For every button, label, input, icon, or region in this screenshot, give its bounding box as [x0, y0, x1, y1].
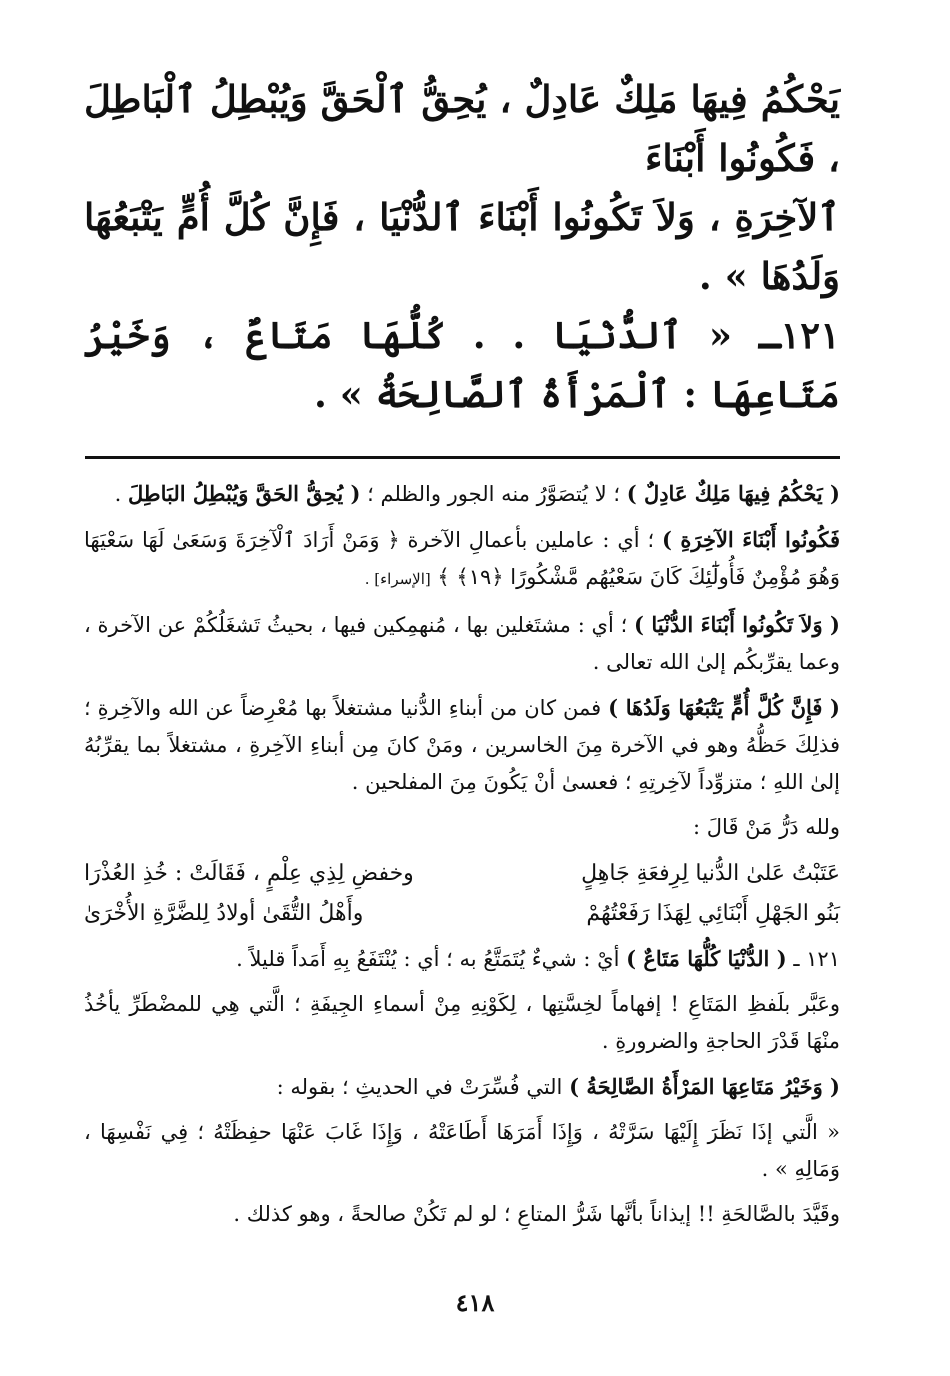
quoted-phrase: ( الدُّنْيَا كُلُّهَا مَتَاعٌ )	[626, 946, 787, 971]
poetry-verse-2	[84, 894, 840, 934]
verse-second-hemistich: وأَهْلُ التُّقَىٰ أولادُ لِلضَّرَّةِ الأُخْرَىٰ	[84, 901, 364, 926]
hadith-line-2: ٱلآخِرَةِ ، وَلاَ تَكُونُوا أَبْنَاءَ ٱلدُّنْيَا ، فَإِنَّ كُلَّ أُمٍّ يَتْبَعُهَا وَلَدُهَا » .	[84, 195, 840, 298]
footnote-divider	[85, 456, 840, 459]
commentary-paragraph-9: « الَّتي إذَا نَظَرَ إِلَيْهَا سَرَّتْهُ ، وَإِذَا أَمَرَهَا أَطَاعَتْهُ ، وَإِذَا غَابَ عَنْهَا حفِظَتْهُ ؛ فِي نَفْسِهَا ، وَمَالِهِ » .	[84, 1120, 840, 1181]
quoted-phrase: ( يَحْكُمُ فِيهَا مَلِكٌ عَادِلٌ )	[626, 481, 840, 506]
poetry-verse-1	[84, 854, 840, 894]
commentary-text: ؛ أي : عاملين بأعمالِ الآخرة ﴿ وَمَنْ أَرَادَ ٱلْآخِرَةَ وَسَعَىٰ لَهَا سَعْيَهَا وَهُوَ مُؤْمِنٌ فَأُولَٰٓئِكَ كَانَ سَعْيُهُم مَّشْكُورًا ﴿١٩﴾ ﴾	[84, 528, 840, 589]
commentary-text: ؛ أي : مشتَغلين بها ، مُنهمِكين فيها ، بحيثُ تَشغَلُكُمْ عن الآخرة ، وعما يقرِّبكُم إلىٰ الله تعالى .	[84, 613, 840, 674]
page-number: ٤١٨	[455, 1288, 495, 1317]
hadith-text	[84, 70, 840, 424]
quoted-phrase: ( يُحِقُّ الحَقَّ وَيُبْطِلُ البَاطِلَ	[128, 481, 361, 506]
commentary-text: فمن كان من أبناءِ الدُّنيا مشتغلاً بها مُعْرِضاً عن الله والآخِرةِ ؛ فذلِكَ حَظُّهُ وهو في الآخرة مِنَ الخاسرين ، ومَنْ كانَ مِن أبناءِ الآخِرةِ ، مشتغلاً بما يقرِّبُهُ إلىٰ اللهِ ؛ متزوِّداً لآخِرتِهِ ؛ فعسىٰ أنْ يَكُونَ مِنَ المفلحين .	[84, 696, 840, 794]
commentary-paragraph-7: وعَبَّر بلَفظِ المَتَاعِ ! إفهاماً لخِسَّتِها ، لِكَوْنِهِ مِنْ أسماءِ الجِيفَةِ ؛ الَّتي هِي للمضْطَرِّ يأخُذُ منْهَا قَدْرَ الحاجةِ والضرورةِ .	[84, 992, 840, 1053]
quoted-phrase: فَكُونُوا أَبْنَاءَ الآخِرَةِ )	[661, 527, 840, 552]
commentary-paragraph-2	[84, 521, 840, 598]
commentary-paragraph-10: وقَيَّدَ بالصَّالحَةِ !! إيذاناً بأنَّها شَرُّ المتاعِ ؛ لو لم تَكُنْ صالحةً ، وهو كذلك .	[233, 1202, 840, 1226]
commentary-text: التي فُسِّرَتْ في الحديثِ ؛ بقوله :	[276, 1075, 570, 1099]
quran-reference: [الإسراء] .	[364, 570, 431, 588]
hadith-number: ١٢١ ـ	[793, 947, 840, 971]
commentary-paragraph-4	[84, 689, 840, 801]
quoted-phrase: ( وَلاَ تَكُونُوا أَبْنَاءَ الدُّنْيَا )	[634, 612, 840, 637]
commentary-paragraph-1	[84, 475, 840, 513]
commentary-text: .	[114, 482, 128, 506]
commentary-paragraph-8	[84, 1068, 840, 1106]
hadith-line-1: يَحْكُمُ فِيهَا مَلِكٌ عَادِلٌ ، يُحِقُّ ٱلْحَقَّ وَيُبْطِلُ ٱلْبَاطِلَ ، فَكُونُوا أَبْنَاءَ	[84, 77, 840, 180]
poetry-verses	[84, 854, 840, 934]
verse-first-hemistich: بَنُو الجَهْلِ أَبْنَائِي لِهَذَا رَفَعْتُهُمْ	[586, 901, 840, 926]
page-content	[84, 70, 840, 1241]
commentary-text: ؛ لا يُتصَوَّرُ منه الجور والظلم ؛	[360, 482, 627, 506]
verse-second-hemistich: وخفضِ لِذِي عِلْمٍ ، فَقَالَتْ : خُذِ العُذْرَا	[84, 861, 414, 886]
commentary-paragraph-3	[84, 606, 840, 681]
quoted-phrase: ( وَخَيْرُ مَتَاعِهَا المَرْأَةُ الصَّالِحَةُ )	[569, 1074, 840, 1099]
quoted-phrase: ( فَإِنَّ كُلَّ أُمٍّ يَتْبَعُهَا وَلَدُهَا )	[608, 695, 840, 720]
hadith-line-3: ١٢١ـ « ٱلدُّنْيَا . . كُلُّهَا مَتَاعٌ ، وَخَيْرُ مَتَاعِهَا : ٱلْمَرْأَةُ ٱلصَّالِحَةُ » .	[84, 313, 840, 416]
commentary-text: أيْ : شيءٌ يُتَمَتَّعُ به ؛ أي : يُنْتَفَعُ بِهِ أَمَداً قليلاً .	[236, 947, 627, 971]
commentary	[84, 475, 840, 1233]
commentary-paragraph-6	[84, 940, 840, 978]
commentary-paragraph-5: ولله دَرُّ مَنْ قَالَ :	[693, 815, 840, 839]
verse-first-hemistich: عَتَبْتُ عَلىٰ الدُّنيا لِرِفعَةِ جَاهِلٍ	[581, 861, 840, 886]
